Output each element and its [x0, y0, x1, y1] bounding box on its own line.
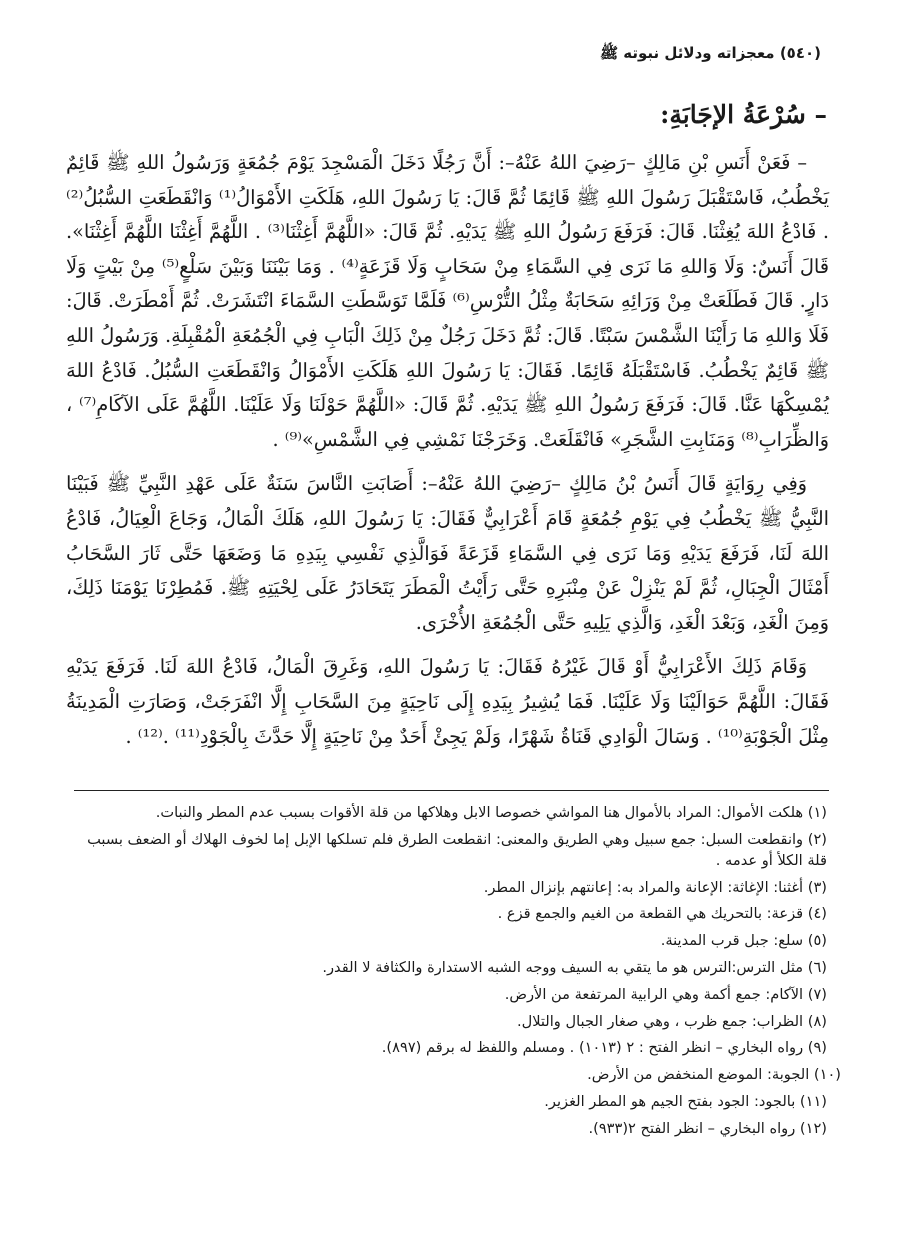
footnote-10: (١٠) الجوبة: الموضع المنخفض من الأرض. [587, 1066, 841, 1084]
footnote-12: (١٢) رواه البخاري – انظر الفتح ٢(٩٣٣). [588, 1119, 827, 1137]
running-head: (٥٤٠) معجزاته ودلائل نبوته ﷺ [599, 44, 821, 62]
paragraph-1: – فَعَنْ أَنَسِ بْنِ مَالِكٍ –رَضِيَ اللهُ عَنْهُ–: أَنَّ رَجُلًا دَخَلَ الْمَسْجِدَ يَوْمَ جُمُعَةٍ وَرَسُولُ اللهِ ﷺ قَائِمٌ يَخْطُبُ، فَاسْتَقْبَلَ رَسُولَ اللهِ ﷺ قَائِمًا ثُمَّ قَالَ: يَا رَسُولَ اللهِ، هَلَكَتِ الأَمْوَالُ⁽¹⁾ وَانْقَطَعَتِ السُّبُلُ⁽²⁾ . فَادْعُ اللهَ يُغِثْنَا. قَالَ: فَرَفَعَ رَسُولُ اللهِ ﷺ يَدَيْهِ. ثُمَّ قَالَ: «اللَّهُمَّ أَغِثْنَا⁽³⁾ . اللَّهُمَّ أَغِثْنَا اللَّهُمَّ أَغِثْنَا». قَالَ أَنَسٌ: وَلَا وَاللهِ مَا نَرَى فِي السَّمَاءِ مِنْ سَحَابٍ وَلَا قَزَعَةٍ⁽⁴⁾ . وَمَا بَيْنَنَا وَبَيْنَ سَلْعٍ⁽⁵⁾ مِنْ بَيْتٍ وَلَا دَارٍ. قَالَ فَطَلَعَتْ مِنْ وَرَائِهِ سَحَابَةٌ مِثْلُ التُّرْسِ⁽⁶⁾ فَلَمَّا تَوَسَّطَتِ السَّمَاءَ انْتَشَرَتْ. ثُمَّ أَمْطَرَتْ. قَالَ: فَلَا وَاللهِ مَا رَأَيْنَا الشَّمْسَ سَبْتًا. قَالَ: ثُمَّ دَخَلَ رَجُلٌ مِنْ ذَلِكَ الْبَابِ فِي الْجُمُعَةِ الْمُقْبِلَةِ. وَرَسُولُ اللهِ ﷺ قَائِمٌ يَخْطُبُ. فَاسْتَقْبَلَهُ قَائِمًا. فَقَالَ: يَا رَسُولَ اللهِ هَلَكَتِ الأَمْوَالُ وَانْقَطَعَتِ السُّبُلُ. فَادْعُ اللهَ يُمْسِكْهَا عَنَّا. قَالَ: فَرَفَعَ رَسُولُ اللهِ ﷺ يَدَيْهِ. ثُمَّ قَالَ: «اللَّهُمَّ حَوْلَنَا وَلَا عَلَيْنَا. اللَّهُمَّ عَلَى الآكَامِ⁽⁷⁾ ، وَالظِّرَابِ⁽⁸⁾ وَمَنَابِتِ الشَّجَرِ» فَانْقَلَعَتْ. وَخَرَجْنَا نَمْشِي فِي الشَّمْسِ»⁽⁹⁾ . [66, 151, 830, 451]
footnote-2: (٢) وانقطعت السبل: جمع سبيل وهي الطريق والمعنى: انقطعت الطرق فلم تسلكها الإبل إما لخوف الهلاك أو الضعف بسبب قلة الكلأ أو عدمه . [87, 830, 827, 869]
footnote-4: (٤) قزعة: بالتحريك هي القطعة من الغيم والجمع قزع . [497, 905, 827, 923]
footnote-8: (٨) الظراب: جمع ظرب ، وهي صغار الجبال والتلال. [516, 1012, 827, 1030]
paragraph-3: وَقَامَ ذَلِكَ الأَعْرَابِيُّ أَوْ قَالَ غَيْرُهُ فَقَالَ: يَا رَسُولَ اللهِ، وَغَرِقَ الْمَالُ، فَادْعُ اللهَ لَنَا. فَرَفَعَ يَدَيْهِ فَقَالَ: اللَّهُمَّ حَوَالَيْنَا وَلَا عَلَيْنَا. فَمَا يُشِيرُ بِيَدِهِ إِلَى نَاحِيَةٍ مِنَ السَّحَابِ إِلَّا انْفَرَجَتْ، وَصَارَتِ الْمَدِينَةُ مِثْلَ الْجَوْبَةِ⁽¹⁰⁾ . وَسَالَ الْوَادِي قَنَاةُ شَهْرًا، وَلَمْ يَجِئْ أَحَدٌ مِنْ نَاحِيَةٍ إِلَّا حَدَّثَ بِالْجَوْدِ⁽¹¹⁾ .⁽¹²⁾ . [66, 655, 829, 748]
footnote-5: (٥) سلع: جبل قرب المدينة. [660, 932, 827, 950]
footnote-7: (٧) الآكام: جمع أكمة وهي الرابية المرتفعة من الأرض. [504, 985, 827, 1003]
footnote-11: (١١) بالجود: الجود بفتح الجيم هو المطر الغزير. [544, 1092, 827, 1110]
paragraph-2: وَفِي رِوَايَةٍ قَالَ أَنَسُ بْنُ مَالِكٍ –رَضِيَ اللهُ عَنْهُ–: أَصَابَتِ النَّاسَ سَنَةٌ عَلَى عَهْدِ النَّبِيِّ ﷺ فَبَيْنَا النَّبِيُّ ﷺ يَخْطُبُ فِي يَوْمِ جُمُعَةٍ قَامَ أَعْرَابِيٌّ فَقَالَ: يَا رَسُولَ اللهِ، هَلَكَ الْمَالُ، وَجَاعَ الْعِيَالُ، فَادْعُ اللهَ لَنَا، فَرَفَعَ يَدَيْهِ وَمَا نَرَى فِي السَّمَاءِ قَزَعَةً فَوَالَّذِي نَفْسِي بِيَدِهِ مَا وَضَعَهَا حَتَّى ثَارَ السَّحَابُ أَمْثَالَ الْجِبَالِ، ثُمَّ لَمْ يَنْزِلْ عَنْ مِنْبَرِهِ حَتَّى رَأَيْتُ الْمَطَرَ يَتَحَادَرُ عَلَى لِحْيَتِهِ ﷺ. فَمُطِرْنَا يَوْمَنَا ذَلِكَ، وَمِنَ الْغَدِ، وَبَعْدَ الْغَدِ، وَالَّذِي يَلِيهِ حَتَّى الْجُمُعَةِ الأُخْرَى. [66, 472, 829, 634]
footnote-separator [74, 790, 829, 791]
body-text [66, 146, 829, 754]
section-heading: – سُرْعَةُ الإجَابَةِ: [660, 100, 827, 129]
footnote-3: (٣) أغثنا: الإغاثة: الإعانة والمراد به: إعانتهم بإنزال المطر. [483, 878, 827, 896]
footnote-6: (٦) مثل الترس:الترس هو ما يتقي به السيف ووجه الشبه الاستدارة والكثافة لا القدر. [322, 958, 827, 976]
footnote-9: (٩) رواه البخاري – انظر الفتح : ٢ (١٠١٣) . ومسلم واللفظ له برقم (٨٩٧). [381, 1039, 827, 1057]
footnotes-list [74, 802, 841, 1145]
footnote-1: (١) هلكت الأموال: المراد بالأموال هنا المواشي خصوصا الابل وهلاكها من قلة الأقوات بسبب عدم المطر والنبات. [155, 804, 827, 821]
